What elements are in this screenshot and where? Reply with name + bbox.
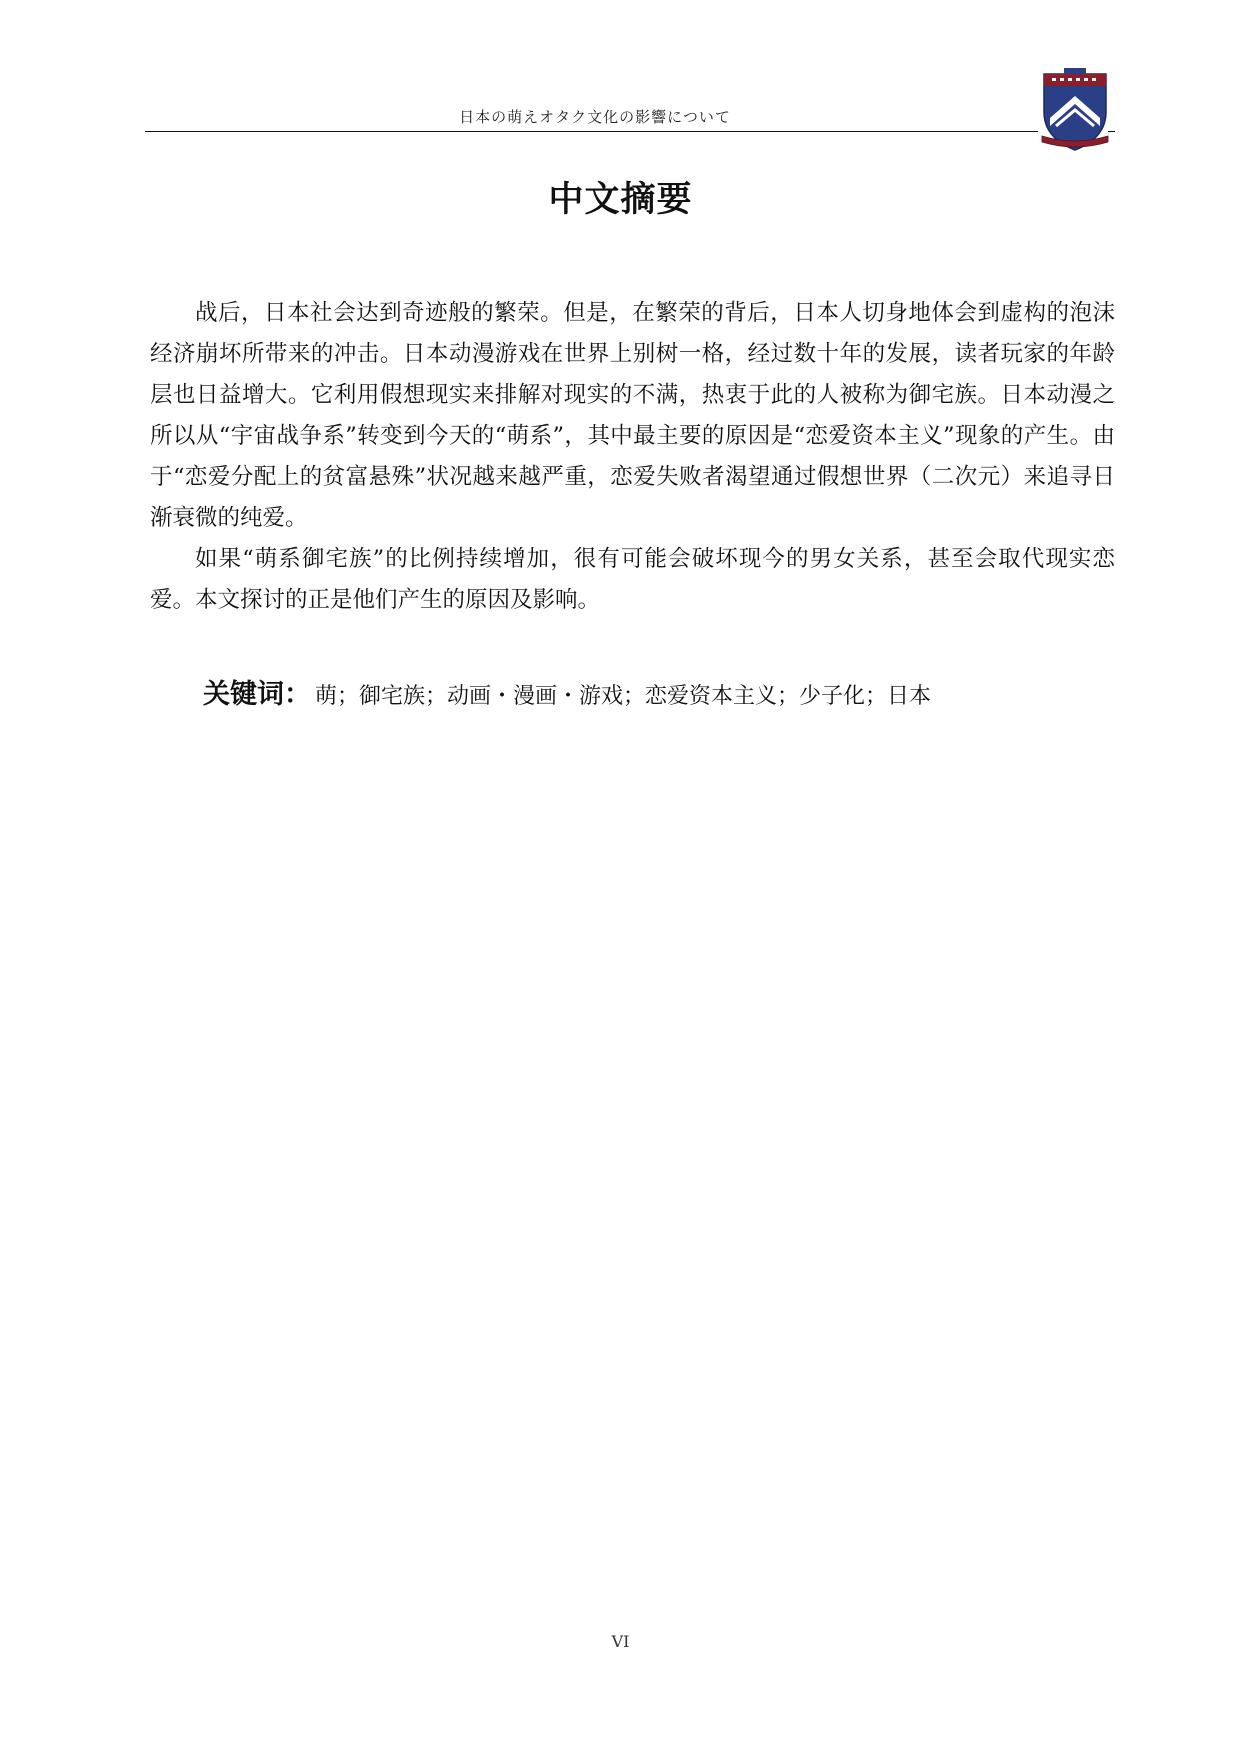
university-crest-icon <box>1038 66 1112 152</box>
abstract-paragraph: 如果“萌系御宅族”的比例持续增加，很有可能会破坏现今的男女关系，甚至会取代现实恋爱。本文探讨的正是他们产生的原因及影响。 <box>150 546 1115 613</box>
page-title: 中文摘要 <box>548 180 693 220</box>
page-number: VI <box>611 1632 630 1651</box>
keywords-value: 萌；御宅族；动画・漫画・游戏；恋爱资本主义；少子化；日本 <box>315 684 932 709</box>
abstract-paragraph: 战后，日本社会达到奇迹般的繁荣。但是，在繁荣的背后，日本人切身地体会到虚构的泡沫经济崩坏所带来的冲击。日本动漫游戏在世界上别树一格，经过数十年的发展，读者玩家的年龄层也日益增大。它利用假想现实来排解对现实的不满，热衷于此的人被称为御宅族。日本动漫之所以从“宇宙战争系”转变到今天的“萌系”，其中最主要的原因是“恋爱资本主义”现象的产生。由于“恋爱分配上的贫富悬殊”状况越来越严重，恋爱失败者渴望通过假想世界（二次元）来追寻日渐衰微的纯爱。 <box>150 300 1115 531</box>
running-header-title: 日本の萌えオタク文化の影響について <box>459 108 731 126</box>
keywords-label: 关键词： <box>203 679 311 710</box>
abstract-body <box>150 293 1115 621</box>
keywords-line <box>203 672 1103 711</box>
header-rule <box>145 131 1038 132</box>
